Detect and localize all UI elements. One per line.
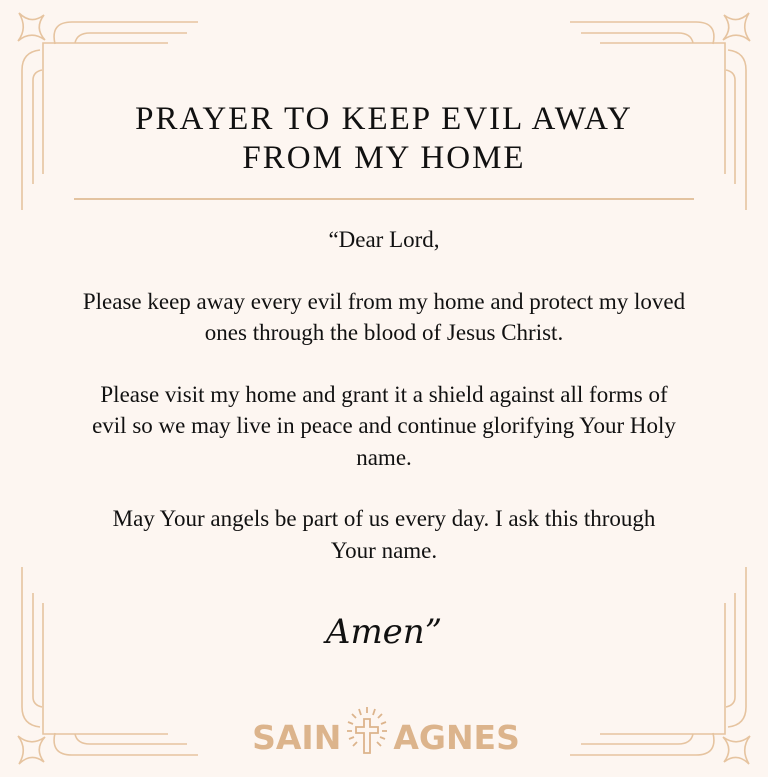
prayer-body xyxy=(60,224,708,596)
prayer-paragraph: Please visit my home and grant it a shield against all forms of evil so we may live in peace and continue glorifying Your Holy name. xyxy=(92,381,676,470)
closing-amen: Amen” xyxy=(325,612,443,652)
saint-agnes-logo xyxy=(246,712,526,762)
logo-text-left: SAIN xyxy=(252,717,342,757)
title-line: FROM MY HOME xyxy=(242,140,526,176)
prayer-paragraph: Please keep away every evil from my home and protect my loved ones through the blood of Jesus Christ. xyxy=(82,288,686,345)
title-line: PRAYER TO KEEP EVIL AWAY xyxy=(135,101,633,137)
page-title xyxy=(0,100,768,178)
corner-ornament-bottom-left xyxy=(0,567,220,777)
logo-text-right: AGNES xyxy=(393,717,520,757)
prayer-paragraph: “Dear Lord, xyxy=(328,227,440,252)
corner-ornament-bottom-right xyxy=(548,567,768,777)
prayer-paragraph: May Your angels be part of us every day. I ask this through Your name. xyxy=(112,506,656,563)
cross-icon xyxy=(341,705,393,769)
title-divider xyxy=(74,198,694,200)
